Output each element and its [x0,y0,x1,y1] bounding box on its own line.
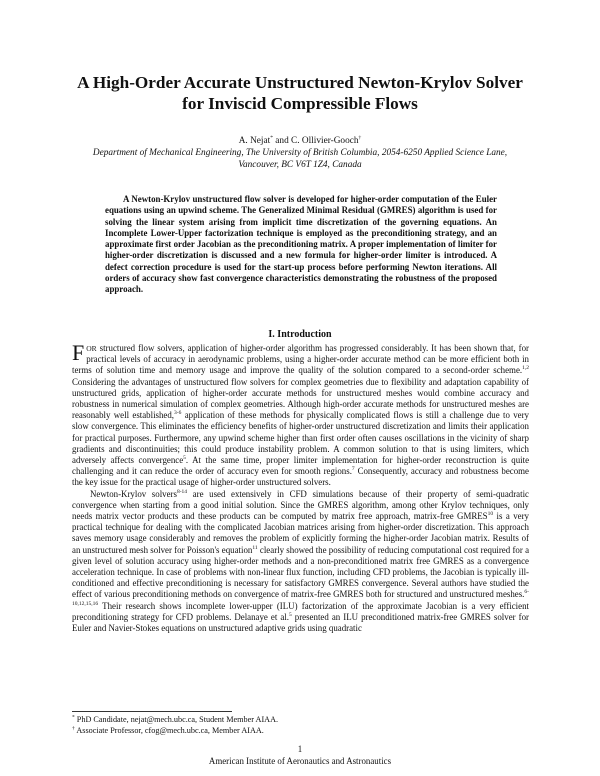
text-run: are used extensively in CFD simulations because of their property of semi-quadratic convergence when starting from a good initial solution. Since the GMRES algorithm, among other Krylov techniques, only needs matrix vector products and these products can be computed by matrix free approach, matrix-free GMRES [72,488,529,522]
text-run: application of these methods for physically complicated flows is still a challenge due to very slow convergence. This eliminates the efficiency benefits of higher-order unstructured discretization and limits their application for practical purposes. Furthermore, any upwind scheme higher than first order often causes oscillations in the vicinity of sharp gradients and discontinuities; this could produce instability problem. A common solution to that is using limiters, which adversely affects convergence [72,410,529,466]
author-2: and C. Ollivier-Gooch [272,136,359,146]
footnote-2 [72,725,529,736]
text-run: is a very practical technique for dealing with the complicated Jacobian matrices arising from higher-order discretization. This approach saves memory usage considerably and removes the problem of explicitly forming the higher-order Jacobian matrix. Results of an unstructured mesh solver for Poisson's equation [72,511,529,555]
affiliation-line-1: Department of Mechanical Engineering, The University of British Columbia, 2054-6250 Applied Science Lane, [92,148,508,158]
title-line-1: A High-Order Accurate Unstructured Newton-Krylov Solver [77,73,523,92]
paper-title [40,72,560,114]
drop-cap-rest: OR [86,344,97,353]
author-2-footnote-mark: † [358,134,362,141]
drop-cap: F [72,340,85,365]
text-run: . At the same time, proper limiter implementation for higher-order reconstruction is quite challenging and it can reduce the order of accuracy even for smooth regions. [72,455,530,477]
text-run: Newton-Krylov solvers [90,488,177,499]
text-run: Considering the advantages of unstructured flow solvers for complex geometries due to flexibility and adaptation capability of unstructured grids, application of higher-order accurate methods for unstructured meshes would combine accuracy and robustness in numerical simulation of complex geometries. Although high-order accurate methods for unstructured meshes are reasonably well established, [72,376,529,421]
citation: 10 [487,511,494,518]
intro-paragraph-1 [72,340,530,489]
citation: 11 [252,544,258,551]
page-number: 1 [297,744,303,754]
page-footer-organization: American Institute of Aeronautics and Astronautics [208,756,392,766]
section-heading-introduction: I. Introduction [268,329,332,340]
affiliation [70,147,530,171]
footnote-text: Associate Professor, cfog@mech.ubc.ca, Member AIAA. [74,726,264,735]
text-run: Their research shows incomplete lower-upper (ILU) factorization of the approximate Jacobian is a very efficient preconditioning strategy for CFD problems. Delanaye et al. [72,600,529,622]
citation: 6-10,12,15,16 [72,589,529,607]
affiliation-line-2: Vancouver, BC V6T 1Z4, Canada [238,160,362,170]
footnote-mark: † [72,725,75,732]
text-run: presented an ILU preconditioned matrix-free GMRES solver for Euler and Navier-Stokes equations on unstructured adaptive grids using quadratic [72,611,529,634]
footnote-text: PhD Candidate, nejat@mech.ubc.ca, Student Member AIAA. [74,715,279,724]
citation: 1,2 [522,365,529,372]
author-line [40,135,560,147]
footnote-mark: * [72,714,75,721]
citation: 8-14 [176,488,188,495]
citation: 5 [183,455,186,462]
footnote-divider [72,711,232,712]
body-text [72,340,530,634]
title-line-2: for Inviscid Compressible Flows [182,94,418,113]
citation: 7 [351,466,355,473]
author-1-footnote-mark: * [270,134,273,141]
footnote-1 [72,714,529,725]
text-run: Consequently, accuracy and robustness become the key issue for the practical usage of higher-order unstructured solvers. [72,466,530,488]
abstract: A Newton-Krylov unstructured flow solver is developed for higher-order computation of the Euler equations using an upwind scheme. The Generalized Minimal Residual (GMRES) algorithm is used for solving the linear system arising from implicit time discretization of the governing equations. An Incomplete Lower-Upper factorization technique is employed as the preconditioning strategy, and an approximate first order Jacobian as the preconditioning matrix. A proper implementation of limiter for higher-order discretization is discussed and a new formula for higher-order limiter is introduced. A defect correction procedure is used for the start-up process before performing Newton iterations. All orders of accuracy show fast convergence characteristics demonstrating the robustness of the proposed approach. [105,194,497,295]
intro-paragraph-2 [72,489,529,635]
citation: 5 [288,611,292,618]
text-run: structured flow solvers, application of higher-order algorithm has progressed considerably. It has been shown that, for practical levels of accuracy in aerodynamic problems, using a higher-order accurate method can be more efficient both in terms of solution time and memory usage and improve the quality of the solution compared to a second-order scheme. [72,343,529,376]
text-run: clearly showed the possibility of reducing computational cost required for a given level of solution accuracy using higher-order methods and a non-preconditioned matrix free GMRES as a convergence acceleration technique. In case of problems with non-linear flux function, including CFD problems, the Jacobian is typically ill-conditioned and effective preconditioning is necessary for satisfactory GMRES convergence. Several authors have studied the effect of various preconditioning methods on convergence of matrix-free GMRES both for structured and unstructured meshes. [72,544,530,600]
author-1: A. Nejat [238,136,271,146]
citation: 3-6 [174,410,182,417]
